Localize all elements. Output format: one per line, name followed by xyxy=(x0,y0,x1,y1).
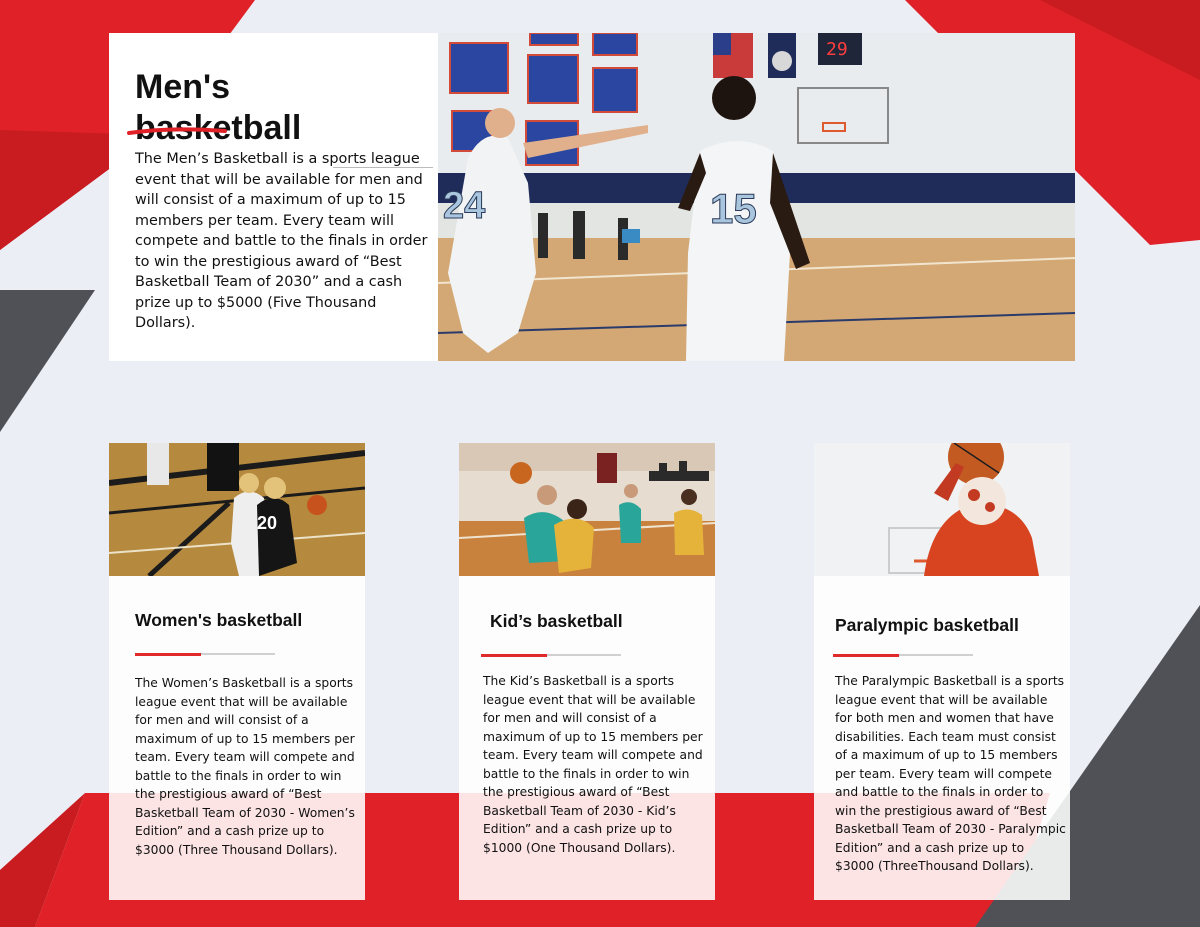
jersey-number-15: 15 xyxy=(710,185,757,232)
mens-title-line1: Men's xyxy=(135,68,230,106)
paralympic-title: Paralympic basketball xyxy=(835,615,1019,635)
brush-underline xyxy=(127,125,227,139)
paralympic-basketball-photo xyxy=(814,443,1070,576)
mens-basketball-photo xyxy=(438,33,1075,361)
womens-photo-illustration xyxy=(109,443,365,576)
kids-description: The Kid’s Basketball is a sports league event that will be available for men and will consist of a maximum of up to 15 members per team. Every team will compete and battle to the finals in order to win the prestigious award of “Best Basketball Team of 2030 - Kid’s Edition” and a cash prize up to $1000 (One Thousand Dollars). xyxy=(483,674,703,855)
scoreboard-number: 29 xyxy=(826,39,848,60)
womens-description: The Women’s Basketball is a sports league event that will be available for men and will consist of a maximum of up to 15 members per team. Every team will compete and battle to the finals in order to win the prestigious award of “Best Basketball Team of 2030 - Women’s Edition” and a cash prize up to $3000 (Three Thousand Dollars). xyxy=(135,676,355,857)
paralympic-photo-illustration xyxy=(814,443,1070,576)
paralympic-divider xyxy=(833,654,973,656)
mens-description: The Men’s Basketball is a sports league event that will be available for men and will consist of a maximum of up to 15 members per team. Every team will compete and battle to the finals in order to win the prestigious award of “Best Basketball Team of 2030” and a cash prize up to $5000 (Five Thousand Dollars). xyxy=(135,151,428,331)
paralympic-description: The Paralympic Basketball is a sports league event that will be available for both men and women that have disabilities. Each team must consist of a maximum of up to 15 members per team. Every team will compete and battle to the finals in order to win the prestigious award of “Best Basketball Team of 2030 - Paralympic Edition” and a cash prize up to $3000 (ThreeThousand Dollars). xyxy=(835,674,1066,873)
mens-photo-illustration xyxy=(438,33,1075,361)
kids-basketball-photo xyxy=(459,443,715,576)
mens-title xyxy=(135,67,430,149)
mens-basketball-section xyxy=(109,33,1075,361)
womens-divider xyxy=(135,653,275,655)
womens-basketball-photo xyxy=(109,443,365,576)
title-divider xyxy=(333,167,433,168)
mens-title-line2: basketball xyxy=(135,109,302,147)
womens-basketball-card xyxy=(109,443,365,900)
jersey-number-24: 24 xyxy=(443,185,486,227)
mens-text-block xyxy=(135,67,430,334)
kids-divider xyxy=(481,654,621,656)
womens-title: Women's basketball xyxy=(135,610,303,630)
kids-photo-illustration xyxy=(459,443,715,576)
jersey-number-20: 20 xyxy=(257,513,278,533)
kids-title: Kid’s basketball xyxy=(490,611,623,631)
paralympic-basketball-card xyxy=(814,443,1070,900)
kids-basketball-card xyxy=(459,443,715,900)
